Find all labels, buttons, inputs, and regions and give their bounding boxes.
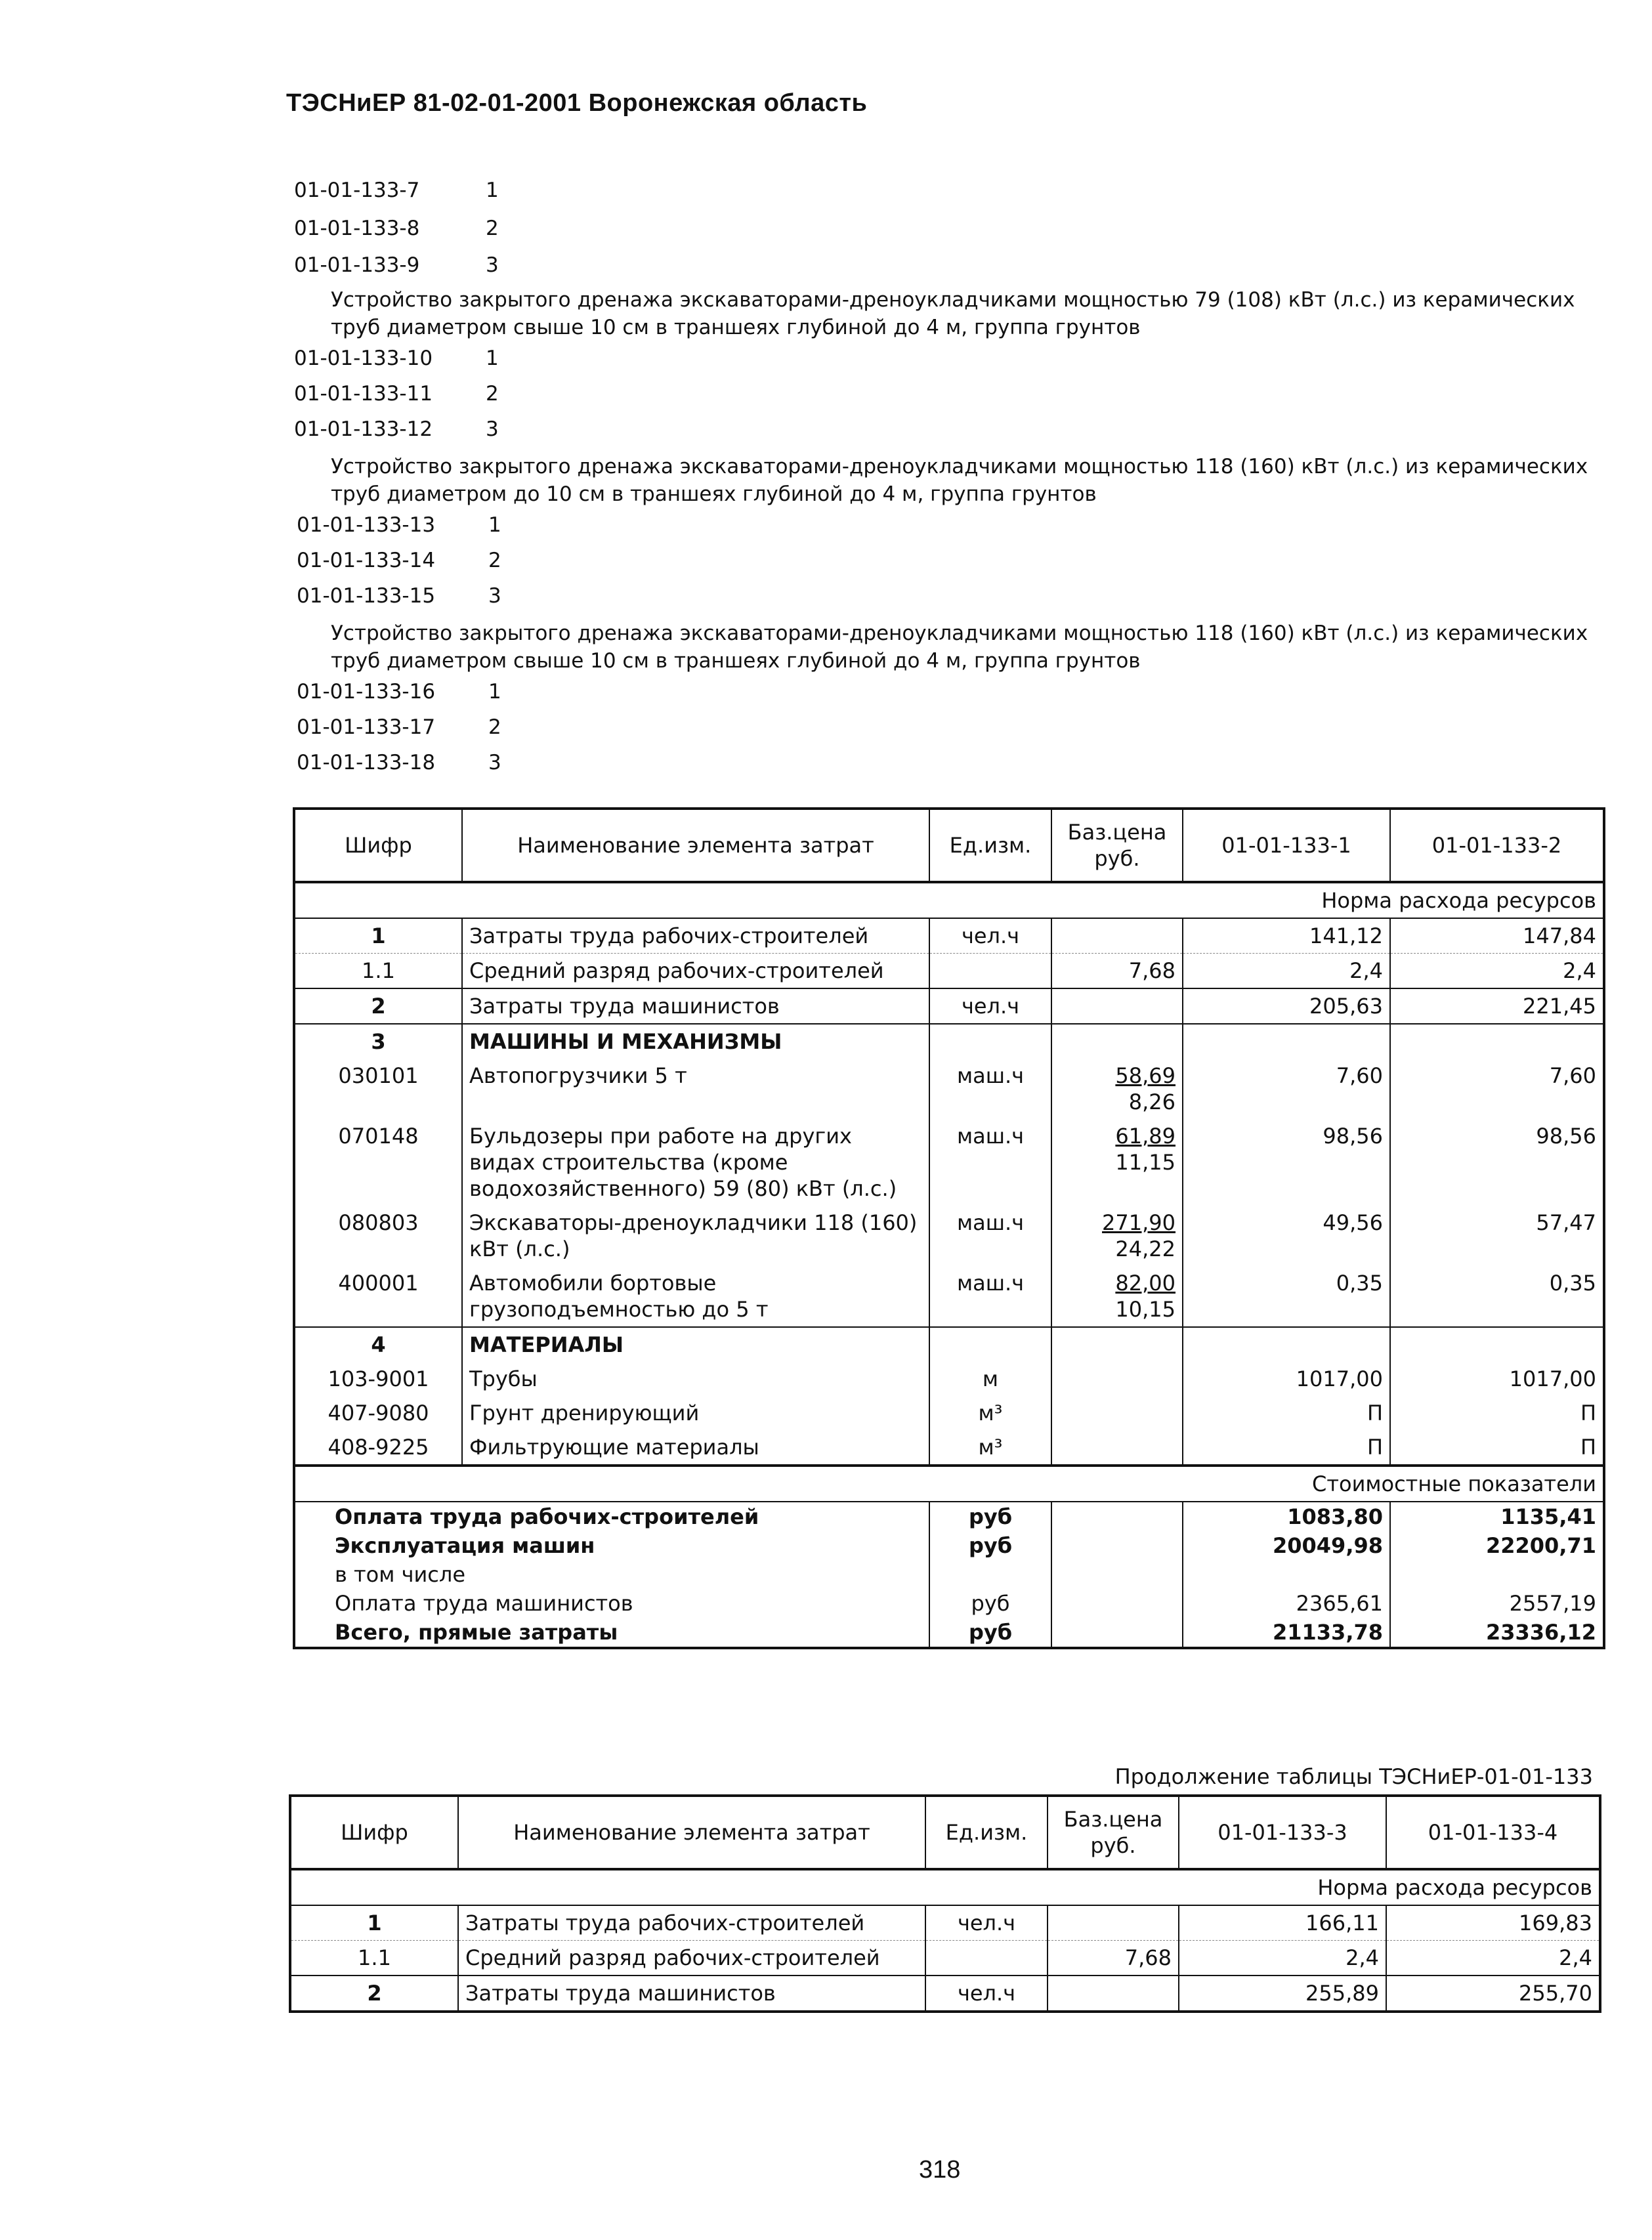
table-row: 030101 Автопогрузчики 5 т маш.ч 58,69 8,26 7,60 7,60: [294, 1059, 1604, 1119]
col-header: 01-01-133-3: [1179, 1796, 1386, 1869]
norm-caption-row: [294, 882, 1604, 918]
col-header: Шифр: [294, 809, 462, 882]
cost-row: в том числе: [294, 1560, 1604, 1589]
table-row: 407-9080 Грунт дренирующий м³ П П: [294, 1396, 1604, 1430]
resource-table: [293, 807, 1605, 1649]
resource-table-continuation: [289, 1794, 1601, 2013]
cost-row: Всего, прямые затраты руб 21133,78 23336,12: [294, 1618, 1604, 1648]
table-section-row: 3 МАШИНЫ И МЕХАНИЗМЫ: [294, 1024, 1604, 1059]
norm-caption-row: [290, 1869, 1600, 1905]
table-row: 080803 Экскаваторы-дреноукладчики 118 (160) кВт (л.с.) маш.ч 271,90 24,22 49,56 57,47: [294, 1206, 1604, 1266]
table-row: 1 Затраты труда рабочих-строителей чел.ч 166,11 169,83: [290, 1905, 1600, 1941]
norm-caption: Норма расхода ресурсов: [294, 882, 1604, 918]
table-section-row: 4 МАТЕРИАЛЫ: [294, 1327, 1604, 1362]
col-header: Наименование элемента затрат: [462, 809, 929, 882]
col-header: 01-01-133-2: [1390, 809, 1604, 882]
table-continuation-caption: Продолжение таблицы ТЭСНиЕР-01-01-133: [1114, 1764, 1593, 1789]
table-row: 400001 Автомобили бортовые грузоподъемностью до 5 т маш.ч 82,00 10,15 0,35 0,35: [294, 1266, 1604, 1327]
cost-row: Оплата труда машинистов руб 2365,61 2557,19: [294, 1589, 1604, 1618]
table-row: 070148 Бульдозеры при работе на других видах строительства (кроме водохозяйственного) 59 (80) кВт (л.с.) маш.ч 61,89 11,15 98,56 98,56: [294, 1119, 1604, 1206]
col-header: Баз.цена руб.: [1051, 809, 1183, 882]
norm-caption: Норма расхода ресурсов: [290, 1869, 1600, 1905]
col-header: Ед.изм.: [929, 809, 1051, 882]
table-row: 2 Затраты труда машинистов чел.ч 255,89 255,70: [290, 1976, 1600, 2012]
table-row: 1 Затраты труда рабочих-строителей чел.ч 141,12 147,84: [294, 918, 1604, 954]
cost-caption-row: [294, 1466, 1604, 1502]
col-header: 01-01-133-1: [1183, 809, 1390, 882]
table-row: 2 Затраты труда машинистов чел.ч 205,63 221,45: [294, 988, 1604, 1024]
table-row: 408-9225 Фильтрующие материалы м³ П П: [294, 1430, 1604, 1466]
col-header: Наименование элемента затрат: [458, 1796, 925, 1869]
section-description: Устройство закрытого дренажа экскаваторами-дреноукладчиками мощностью 118 (160) кВт (л.с.) из керамических труб диаметром свыше 10 см в траншеях глубиной до 4 м, группа грунтов: [331, 622, 1588, 673]
table-header-row: [294, 809, 1604, 882]
col-header: Ед.изм.: [925, 1796, 1048, 1869]
page-title: ТЭСНиЕР 81-02-01-2001 Воронежская область: [286, 89, 868, 117]
table-row: 1.1 Средний разряд рабочих-строителей 7,68 2,4 2,4: [294, 954, 1604, 989]
table-row: 1.1 Средний разряд рабочих-строителей 7,68 2,4 2,4: [290, 1941, 1600, 1976]
cost-row: Оплата труда рабочих-строителей руб 1083,80 1135,41: [294, 1502, 1604, 1531]
col-header: 01-01-133-4: [1386, 1796, 1600, 1869]
page-number: 318: [919, 2156, 961, 2184]
table-row: 103-9001 Трубы м 1017,00 1017,00: [294, 1362, 1604, 1396]
cost-row: Эксплуатация машин руб 20049,98 22200,71: [294, 1531, 1604, 1560]
table-header-row: [290, 1796, 1600, 1869]
col-header: Шифр: [290, 1796, 458, 1869]
section-description: Устройство закрытого дренажа экскаваторами-дреноукладчиками мощностью 79 (108) кВт (л.с.) из керамических труб диаметром свыше 10 см в траншеях глубиной до 4 м, группа грунтов: [331, 288, 1575, 339]
cost-caption: Стоимостные показатели: [294, 1466, 1604, 1502]
col-header: Баз.цена руб.: [1048, 1796, 1179, 1869]
section-description: Устройство закрытого дренажа экскаваторами-дреноукладчиками мощностью 118 (160) кВт (л.с.) из керамических труб диаметром до 10 см в траншеях глубиной до 4 м, группа грунтов: [331, 455, 1588, 506]
